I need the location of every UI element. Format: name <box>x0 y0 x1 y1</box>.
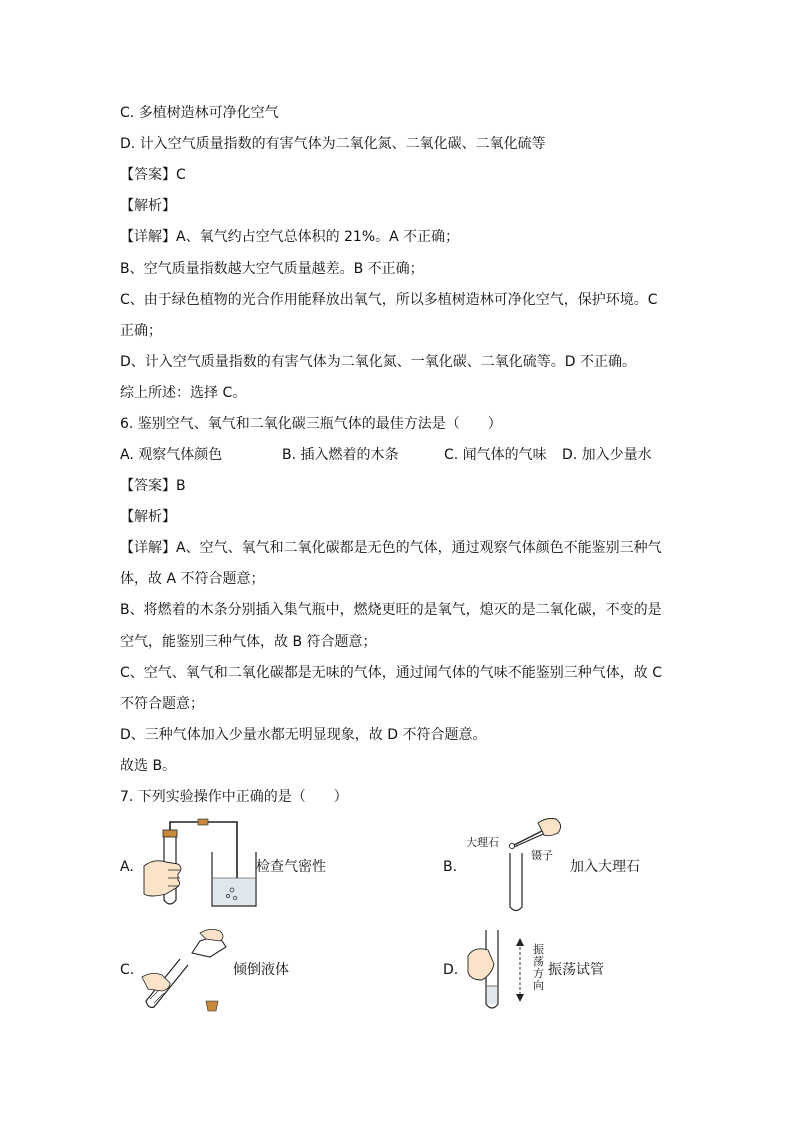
q5-detail-b: B、空气质量指数越大空气质量越差。B 不正确； <box>120 261 424 277</box>
q5-summary: 综上所述：选择 C。 <box>120 385 247 401</box>
q5-detail-a: 【详解】A、氧气约占空气总体积的 21%。A 不正确； <box>120 229 460 245</box>
q7-figure-b-caption: 加入大理石 <box>570 859 640 875</box>
q6-detail-a-line1: 【详解】A、空气、氧气和二氧化碳都是无色的气体，通过观察气体颜色不能鉴别三种气 <box>120 540 662 556</box>
q5-analysis-label: 【解析】 <box>120 198 176 214</box>
q7-stem: 7. 下列实验操作中正确的是（ ） <box>120 789 348 805</box>
q6-option-d: D. 加入少量水 <box>562 447 652 463</box>
q6-detail-a-line2: 体，故 A 不符合题意； <box>120 571 265 587</box>
shaking-test-tube-figure <box>464 924 524 1014</box>
q6-option-a: A. 观察气体颜色 <box>120 447 223 463</box>
q6-conclusion: 故选 B。 <box>120 758 177 774</box>
pouring-liquid-figure <box>140 925 232 1017</box>
q6-option-b: B. 插入燃着的木条 <box>282 447 399 463</box>
q7-figure-d-label: D. <box>443 962 459 978</box>
q6-analysis-label: 【解析】 <box>120 509 176 525</box>
q6-stem: 6. 鉴别空气、氧气和二氧化碳三瓶气体的最佳方法是（ ） <box>120 416 502 432</box>
q7-figure-a-caption: 检查气密性 <box>256 859 326 875</box>
q7-figure-c-label: C. <box>120 962 135 978</box>
q6-detail-d: D、三种气体加入少量水都无明显现象，故 D 不符合题意。 <box>120 727 487 743</box>
shake-direction-label: 振荡方向 <box>533 943 544 992</box>
q5-detail-c-line2: 正确； <box>120 323 162 339</box>
q6-detail-b-line1: B、将燃着的木条分别插入集气瓶中，燃烧更旺的是氧气，熄灭的是二氧化碳，不变的是 <box>120 602 662 618</box>
q5-detail-d: D、计入空气质量指数的有害气体为二氧化氮、一氧化碳、二氧化硫等。D 不正确。 <box>120 354 637 370</box>
q7-figure-d-caption: 振荡试管 <box>548 962 604 978</box>
q6-option-c: C. 闻气体的气味 <box>444 447 547 463</box>
q5-option-d: D. 计入空气质量指数的有害气体为二氧化氮、二氧化碳、二氧化硫等 <box>120 136 546 152</box>
q6-detail-c-line2: 不符合题意； <box>120 696 204 712</box>
q6-answer: 【答案】B <box>120 478 186 494</box>
tweezers-label: 镊子 <box>531 849 553 862</box>
q7-figure-c-caption: 倾倒液体 <box>233 962 289 978</box>
q5-answer: 【答案】C <box>120 167 186 183</box>
q6-detail-b-line2: 空气，能鉴别三种气体，故 B 符合题意； <box>120 634 377 650</box>
q7-figure-a-label: A. <box>120 859 134 875</box>
marble-tweezers-figure <box>500 815 566 915</box>
q5-detail-c-line1: C、由于绿色植物的光合作用能释放出氧气，所以多植树造林可净化空气，保护环境。C <box>120 292 658 308</box>
airtightness-apparatus-figure <box>140 818 258 912</box>
q5-option-c: C. 多植树造林可净化空气 <box>120 105 279 121</box>
marble-label: 大理石 <box>466 836 499 849</box>
q6-detail-c-line1: C、空气、氧气和二氧化碳都是无味的气体，通过闻气体的气味不能鉴别三种气体，故 C <box>120 665 662 681</box>
q7-figure-b-label: B. <box>443 859 458 875</box>
